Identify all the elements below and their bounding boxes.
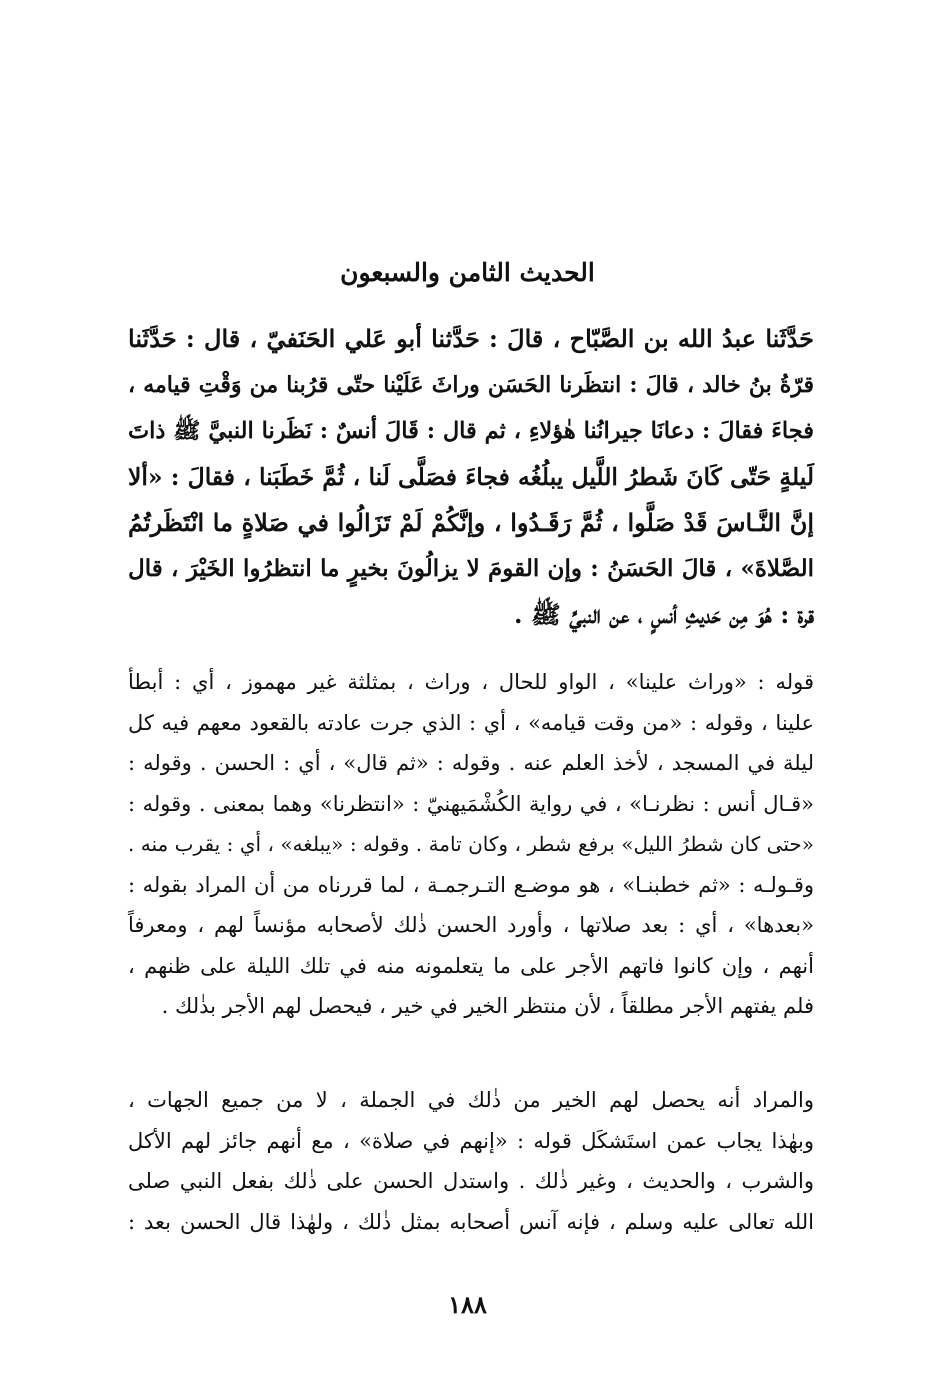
hadith-line: إنَّ النَّـاسَ قَدْ صَلَّوا ، ثُمَّ رَقَـدُوا ، وإنَّكُمْ لَمْ تَزَالُوا في صَلاةٍ ما انْتَظَرتُمُ bbox=[128, 508, 814, 537]
hadith-line: قرّةُ بنُ خالد ، قالَ : انتظَرنا الحَسَن وراثَ عَلَيْنا حتّى قرُبنا من وَقْتِ قيامه ، bbox=[128, 372, 814, 398]
commentary-line: وقـولـه : «ثم خطبنـا» ، هو موضـع التـرجمـة ، لما قررناه من أن المراد بقوله : bbox=[128, 872, 814, 897]
hadith-line: الصَّلاةَ» ، قالَ الحَسَنُ : وإن القومَ لا يزالُونَ بخيرٍ ما انتظرُوا الخَيْرَ ، قال bbox=[128, 555, 814, 582]
commentary-paragraph-2 bbox=[128, 1080, 814, 1242]
commentary-line: قوله : «وراث علينا» ، الواو للحال ، وراث ، بمثلثة غير مهموز ، أي : أبطأ bbox=[128, 670, 814, 694]
commentary-line: «قـال أنس : نظرنـا» ، في رواية الكُشْمَيهنيّ : «انتظرنا» وهما بمعنى . وقوله : bbox=[128, 791, 814, 816]
hadith-line: قرة : هُوَ مِن حَديثِ أنسٍ ، عن النبيِّ ﷺ . bbox=[514, 600, 814, 629]
hadith-line: حَدَّثَنا عبدُ الله بن الصَّبّاح ، قالَ : حَدَّثنا أبو عَلي الحَنَفيّ ، قال : حَدَّثَنا bbox=[128, 324, 814, 353]
commentary-line: ليلة في المسجد ، لأخذ العلم عنه . وقوله : «ثم قال» ، أي : الحسن . وقوله : bbox=[128, 751, 814, 775]
commentary-line: «حتى كان شطرُ الليل» برفع شطر ، وكان تامة . وقوله : «يبلغه» ، أي : يقرب منه . bbox=[128, 832, 814, 856]
chapter-title: الحديث الثامن والسبعون bbox=[340, 258, 595, 287]
commentary-line: والشرب ، والحديث ، وغير ذٰلك . واستدل الحسن على ذٰلك بفعل النبي صلى bbox=[128, 1169, 814, 1193]
hadith-text bbox=[128, 316, 814, 638]
commentary-line: «بعدها» ، أي : بعد صلاتها ، وأورد الحسن ذٰلك لأصحابه مؤنساً لهم ، ومعرفاً bbox=[128, 913, 814, 937]
commentary-line: وبهٰذا يجاب عمن استَشكَل قوله : «إنهم في صلاة» ، مع أنهم جائز لهم الأكل bbox=[128, 1128, 814, 1153]
hadith-line: لَيلةٍ حَتّى كَانَ شَطرُ اللَّيل يبلُغُه فجاءَ فصَلَّى لَنا ، ثُمَّ خَطَبَنا ، فقالَ : «ألا bbox=[128, 463, 814, 491]
commentary-line: فلم يفتهم الأجر مطلقاً ، لأن منتظر الخير في خير ، فيحصل لهم الأجر بذٰلك . bbox=[161, 994, 814, 1018]
commentary-line: أنهم ، وإن كانوا فاتهم الأجر على ما يتعلمونه منه في تلك الليلة على ظنهم ، bbox=[128, 953, 814, 978]
commentary-line: الله تعالى عليه وسلم ، فإنه آنس أصحابه بمثل ذٰلك ، ولهٰذا قال الحسن بعد : bbox=[128, 1209, 814, 1234]
hadith-line: فجاءَ فقالَ : دعانَا جيرانُنا هٰؤلاءِ ، ثم قال : قَالَ أنسٌ : نَظَرنا النبيَّ ﷺ ذاتَ bbox=[128, 418, 814, 444]
commentary-line: والمراد أنه يحصل لهم الخير من ذٰلك في الجملة ، لا من جميع الجهات ، bbox=[128, 1088, 814, 1112]
commentary-paragraph-1 bbox=[128, 662, 814, 1027]
page-number: ١٨٨ bbox=[448, 1290, 487, 1319]
commentary-line: علينا ، وقوله : «من وقت قيامه» ، أي : الذي جرت عادته بالقعود معهم فيه كل bbox=[128, 710, 814, 735]
